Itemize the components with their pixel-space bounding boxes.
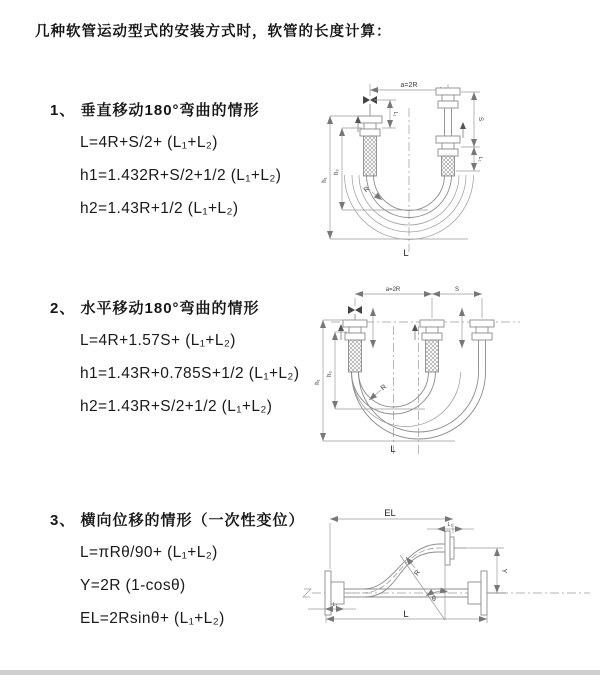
section-heading: 2、 水平移动180°弯曲的情形 [50, 300, 260, 317]
centerline-break-symbol [303, 589, 311, 597]
dim-label-l1: L₁ [392, 111, 398, 117]
dimension-l1-top [427, 522, 474, 529]
dimension-l1-left [374, 100, 398, 128]
dim-label-r: R [413, 569, 423, 578]
braided-hose-section [364, 136, 377, 176]
formula-line: h1=1.432R+S/2+1/2 (L₁+L₂) [80, 167, 282, 184]
formula-line: EL=2Rsinθ+ (L₁+L₂) [80, 610, 225, 627]
formula-line: L=4R+S/2+ (L₁+L₂) [80, 134, 218, 151]
dimension-l [326, 609, 487, 623]
dim-label-r: R [379, 383, 389, 393]
dim-label-l1: L₁ [447, 522, 453, 528]
dim-label-h1: h₁ [322, 177, 328, 183]
braided-hose-section [349, 340, 362, 372]
dim-label-a2r: a=2R [400, 82, 418, 89]
section-heading: 1、 垂直移动180°弯曲的情形 [50, 102, 260, 119]
dim-label-h2: h₂ [327, 371, 333, 377]
formula-line: h2=1.43R+1/2 (L₁+L₂) [80, 200, 239, 217]
formula-line: h2=1.43R+S/2+1/2 (L₁+L₂) [80, 398, 273, 415]
dimension-s [432, 287, 482, 294]
dimension-a2r [355, 287, 482, 318]
dim-label-l1: L₁ [477, 156, 483, 162]
section-lateral-displacement [50, 509, 340, 642]
diagram-horizontal-movement-u-bend [305, 282, 595, 467]
radius-leader [363, 186, 382, 200]
dim-label-l: L [403, 248, 409, 259]
dimension-h2 [327, 332, 425, 409]
valve-icon [348, 306, 362, 320]
page-title: 几种软管运动型式的安装方式时，软管的长度计算： [35, 24, 392, 40]
dim-label-y: Y [500, 568, 507, 574]
diagram-lateral-displacement [298, 505, 598, 655]
dim-label-s: S [454, 287, 460, 293]
braided-hose-section [442, 156, 455, 176]
right-flange-phantom [468, 568, 507, 615]
dim-label-theta: θ [432, 596, 436, 603]
dimension-el [330, 508, 453, 569]
dim-label-h1: h₁ [315, 379, 321, 385]
left-fitting [358, 116, 382, 176]
braided-hose-section [426, 340, 439, 372]
dim-label-l1: L₁ [332, 602, 338, 608]
dim-label-l: L [390, 444, 396, 455]
section-heading: 3、 横向位移的情形（一次性变位） [50, 512, 305, 529]
dimension-l1-right [456, 147, 483, 171]
radius-leader [369, 384, 388, 400]
dim-label-h2: h₂ [334, 169, 340, 175]
dimension-l1-bottom [308, 602, 356, 609]
right-fitting [436, 88, 460, 176]
dim-label-r: R [362, 185, 372, 195]
dimension-fitting-length [373, 308, 462, 348]
formula-line: Y=2R (1-cosθ) [80, 577, 186, 594]
section-vertical-movement [50, 99, 340, 232]
right-fitting-phantom [470, 320, 494, 340]
formula-line: h1=1.43R+0.785S+1/2 (L₁+L₂) [80, 365, 300, 382]
dim-label-s: S [477, 116, 483, 122]
middle-fitting [420, 320, 444, 372]
dimension-s [461, 92, 483, 147]
formula-line: L=4R+1.57S+ (L₁+L₂) [80, 332, 236, 349]
dim-label-l: L [403, 609, 409, 620]
formula-line: L=πRθ/90+ (L₁+L₂) [80, 544, 218, 561]
left-fitting [343, 320, 367, 372]
valve-icon [363, 96, 377, 116]
window-bottom-edge [0, 670, 600, 675]
section-horizontal-movement [50, 297, 340, 430]
dimension-h1 [322, 116, 468, 239]
diagram-vertical-movement-u-bend [308, 72, 588, 262]
left-flange [325, 571, 344, 615]
dim-label-a2r: a=2R [385, 287, 401, 293]
dim-label-el: EL [384, 508, 396, 519]
